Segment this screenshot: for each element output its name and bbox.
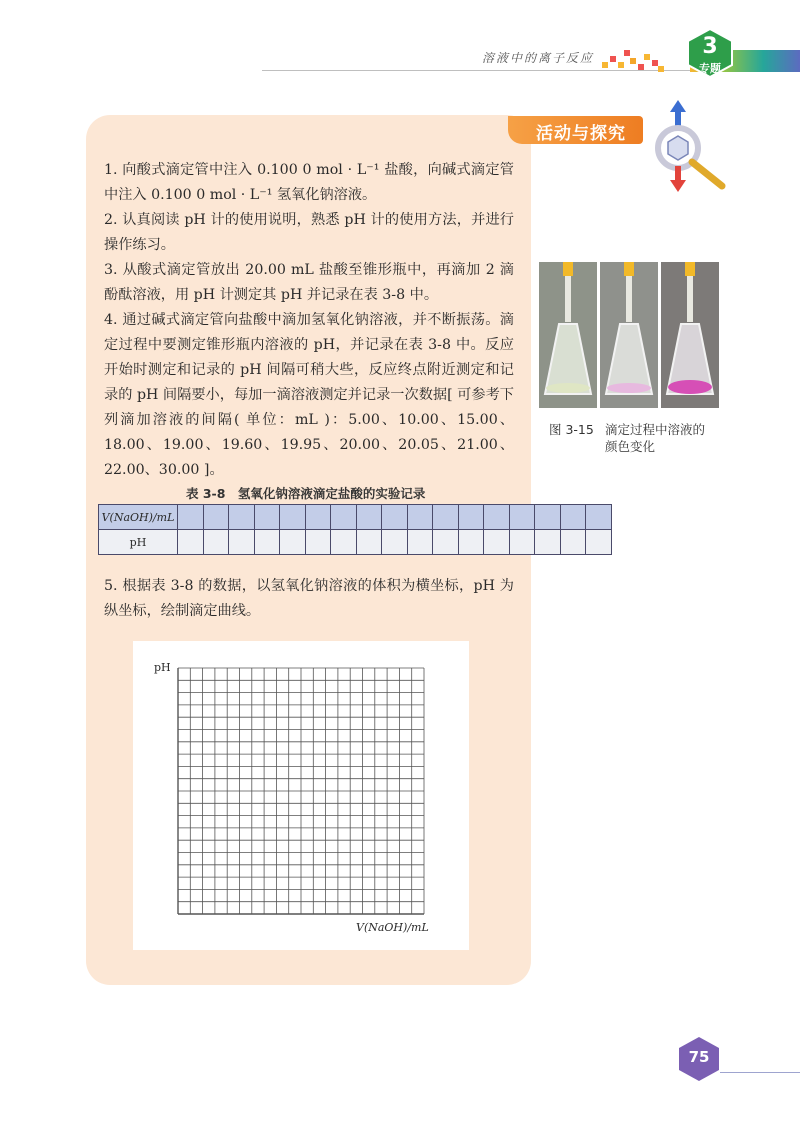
step-5: 5. 根据表 3-8 的数据，以氢氧化钠溶液的体积为横坐标，pH 为纵坐标，绘制滴定曲线。 <box>104 578 514 619</box>
figure-number: 图 3-15 <box>549 422 594 437</box>
badge-number: 3 <box>702 34 718 59</box>
row-header-ph: pH <box>99 530 178 555</box>
graph-x-label: V(NaOH)/mL <box>356 921 429 934</box>
footer-rule <box>720 1072 800 1073</box>
chapter-title: 溶液中的离子反应 <box>482 51 595 65</box>
figure-caption-line1: 滴定过程中溶液的 <box>605 422 706 437</box>
graph-y-label: pH <box>154 661 171 674</box>
table-caption: 表 3-8 氢氧化钠溶液滴定盐酸的实验记录 <box>186 486 426 501</box>
step-4: 4. 通过碱式滴定管向盐酸中滴加氢氧化钠溶液，并不断振荡。滴定过程中要测定锥形瓶内溶液的 pH，并记录在表 3-8 中。反应开始时测定和记录的 pH 间隔可稍大些，反应终点附近测定和记录的 pH 间隔要小，每加一滴溶液测定并记录一次数据[ 可参考下列滴加溶液的间隔( 单位：mL )：5.00、10.00、15.00、18.00、19.00、19.60、19.95、20.00、20.05、21.00、22.00、30.00 ]。 <box>104 312 514 478</box>
activity-label: 活动与探究 <box>536 124 626 144</box>
figure-caption <box>549 421 705 455</box>
step-1: 1. 向酸式滴定管中注入 0.100 0 mol · L⁻¹ 盐酸，向碱式滴定管中注入 0.100 0 mol · L⁻¹ 氢氧化钠溶液。 <box>104 162 514 203</box>
row-header-volume: V(NaOH)/mL <box>99 505 178 530</box>
step-3: 3. 从酸式滴定管放出 20.00 mL 盐酸至锥形瓶中，再滴加 2 滴酚酞溶液，用 pH 计测定其 pH 并记录在表 3-8 中。 <box>104 262 514 303</box>
titration-flasks-photo <box>539 262 719 408</box>
step-2: 2. 认真阅读 pH 计的使用说明，熟悉 pH 计的使用方法，并进行操作练习。 <box>104 212 514 253</box>
figure-caption-line2: 颜色变化 <box>605 439 656 454</box>
badge-label: 专题 <box>699 62 721 75</box>
page-number: 75 <box>688 1048 710 1066</box>
